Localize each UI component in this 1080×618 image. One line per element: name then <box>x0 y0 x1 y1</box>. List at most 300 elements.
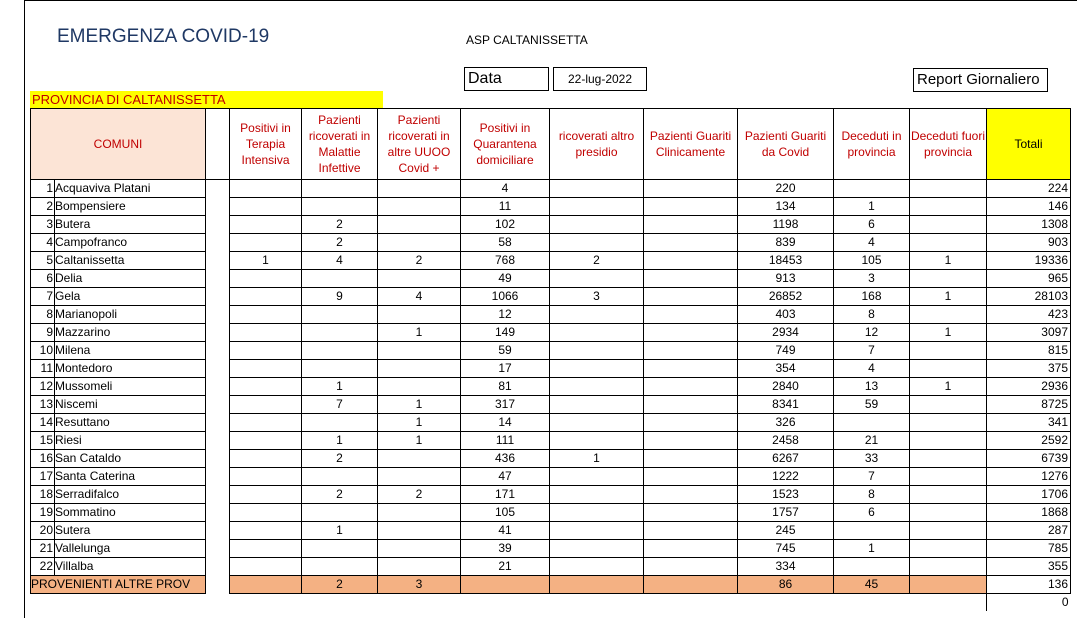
gap-cell <box>206 270 230 288</box>
grand-total: 0 <box>987 594 1071 612</box>
cell-fuori <box>910 522 987 540</box>
cell-uuoo: 2 <box>378 252 461 270</box>
cell-terapia <box>230 180 302 198</box>
table-row <box>31 486 1071 504</box>
blank-cell <box>31 594 987 612</box>
cell-uuoo <box>378 360 461 378</box>
cell-presidio <box>550 558 644 576</box>
cell-terapia <box>230 576 302 594</box>
cell-guariti: 245 <box>738 522 834 540</box>
cell-deceduti <box>834 522 910 540</box>
cell-guariti: 2934 <box>738 324 834 342</box>
cell-presidio: 1 <box>550 450 644 468</box>
cell-clinicamente <box>644 378 738 396</box>
row-number: 12 <box>31 378 55 396</box>
cell-presidio <box>550 270 644 288</box>
row-number: 16 <box>31 450 55 468</box>
gap-cell <box>206 252 230 270</box>
cell-guariti: 326 <box>738 414 834 432</box>
cell-uuoo: 1 <box>378 414 461 432</box>
cell-terapia: 1 <box>230 252 302 270</box>
table-row <box>31 180 1071 198</box>
table-row <box>31 540 1071 558</box>
cell-quarantena: 171 <box>461 486 550 504</box>
cell-clinicamente <box>644 180 738 198</box>
cell-clinicamente <box>644 306 738 324</box>
gap-cell <box>206 396 230 414</box>
comune-name: Mussomeli <box>55 378 206 396</box>
comune-name: Riesi <box>55 432 206 450</box>
cell-deceduti: 33 <box>834 450 910 468</box>
cell-presidio <box>550 432 644 450</box>
cell-uuoo <box>378 342 461 360</box>
comune-name: Marianopoli <box>55 306 206 324</box>
cell-totali: 1308 <box>987 216 1071 234</box>
page-title: EMERGENZA COVID-19 <box>57 26 270 47</box>
cell-guariti: 6267 <box>738 450 834 468</box>
cell-uuoo: 1 <box>378 432 461 450</box>
cell-malattie: 2 <box>302 216 378 234</box>
cell-deceduti: 45 <box>834 576 910 594</box>
cell-guariti: 1757 <box>738 504 834 522</box>
cell-presidio <box>550 414 644 432</box>
cell-clinicamente <box>644 198 738 216</box>
table-row <box>31 198 1071 216</box>
cell-totali: 8725 <box>987 396 1071 414</box>
comune-name: Milena <box>55 342 206 360</box>
table-row <box>31 450 1071 468</box>
row-number: 21 <box>31 540 55 558</box>
gap-cell <box>206 324 230 342</box>
cell-uuoo <box>378 306 461 324</box>
cell-clinicamente <box>644 522 738 540</box>
cell-guariti: 26852 <box>738 288 834 306</box>
cell-presidio <box>550 378 644 396</box>
table-row <box>31 360 1071 378</box>
cell-uuoo <box>378 450 461 468</box>
cell-deceduti: 105 <box>834 252 910 270</box>
cell-totali: 965 <box>987 270 1071 288</box>
gap-cell <box>206 450 230 468</box>
table-row <box>31 324 1071 342</box>
provenienti-label: PROVENIENTI ALTRE PROV <box>31 576 206 594</box>
cell-presidio <box>550 306 644 324</box>
comune-name: San Cataldo <box>55 450 206 468</box>
gap-cell <box>206 414 230 432</box>
cell-presidio <box>550 198 644 216</box>
cell-deceduti: 12 <box>834 324 910 342</box>
table-row <box>31 234 1071 252</box>
cell-malattie <box>302 198 378 216</box>
cell-terapia <box>230 198 302 216</box>
cell-quarantena: 149 <box>461 324 550 342</box>
cell-malattie <box>302 180 378 198</box>
cell-fuori: 1 <box>910 324 987 342</box>
table-row <box>31 522 1071 540</box>
cell-uuoo <box>378 504 461 522</box>
cell-clinicamente <box>644 270 738 288</box>
cell-uuoo: 4 <box>378 288 461 306</box>
comune-name: Butera <box>55 216 206 234</box>
cell-guariti: 334 <box>738 558 834 576</box>
col-presidio: ricoverati altro presidio <box>550 109 644 180</box>
cell-uuoo <box>378 468 461 486</box>
cell-guariti: 1523 <box>738 486 834 504</box>
gap-cell <box>206 234 230 252</box>
row-number: 20 <box>31 522 55 540</box>
cell-quarantena: 49 <box>461 270 550 288</box>
row-number: 9 <box>31 324 55 342</box>
cell-quarantena: 1066 <box>461 288 550 306</box>
cell-fuori: 1 <box>910 378 987 396</box>
col-gap <box>206 109 230 180</box>
table-row <box>31 432 1071 450</box>
cell-uuoo <box>378 234 461 252</box>
cell-clinicamente <box>644 540 738 558</box>
cell-clinicamente <box>644 252 738 270</box>
cell-malattie <box>302 270 378 288</box>
comune-name: Sommatino <box>55 504 206 522</box>
cell-totali: 2592 <box>987 432 1071 450</box>
cell-terapia <box>230 396 302 414</box>
cell-quarantena: 11 <box>461 198 550 216</box>
cell-fuori <box>910 450 987 468</box>
cell-deceduti: 168 <box>834 288 910 306</box>
cell-deceduti: 3 <box>834 270 910 288</box>
cell-deceduti: 1 <box>834 540 910 558</box>
comune-name: Villalba <box>55 558 206 576</box>
cell-fuori <box>910 216 987 234</box>
cell-malattie <box>302 306 378 324</box>
cell-clinicamente <box>644 360 738 378</box>
col-uuoo: Pazienti ricoverati in altre UUOO Covid + <box>378 109 461 180</box>
comune-name: Resuttano <box>55 414 206 432</box>
table-row <box>31 288 1071 306</box>
cell-guariti: 18453 <box>738 252 834 270</box>
gap-cell <box>206 486 230 504</box>
gap-cell <box>206 576 230 594</box>
table-row <box>31 306 1071 324</box>
cell-fuori <box>910 234 987 252</box>
cell-terapia <box>230 216 302 234</box>
comune-name: Gela <box>55 288 206 306</box>
comune-name: Serradifalco <box>55 486 206 504</box>
cell-guariti: 839 <box>738 234 834 252</box>
row-number: 11 <box>31 360 55 378</box>
cell-totali: 224 <box>987 180 1071 198</box>
cell-deceduti: 4 <box>834 360 910 378</box>
col-clinicamente: Pazienti Guariti Clinicamente <box>644 109 738 180</box>
cell-totali: 1706 <box>987 486 1071 504</box>
cell-terapia <box>230 234 302 252</box>
cell-guariti: 134 <box>738 198 834 216</box>
cell-malattie: 4 <box>302 252 378 270</box>
cell-deceduti: 6 <box>834 216 910 234</box>
gap-cell <box>206 198 230 216</box>
row-number: 4 <box>31 234 55 252</box>
table-row <box>31 378 1071 396</box>
cell-terapia <box>230 378 302 396</box>
cell-uuoo: 2 <box>378 486 461 504</box>
cell-presidio <box>550 234 644 252</box>
row-number: 7 <box>31 288 55 306</box>
gap-cell <box>206 288 230 306</box>
cell-malattie: 1 <box>302 522 378 540</box>
cell-totali: 341 <box>987 414 1071 432</box>
gap-cell <box>206 378 230 396</box>
cell-fuori <box>910 414 987 432</box>
cell-quarantena: 105 <box>461 504 550 522</box>
cell-uuoo: 1 <box>378 324 461 342</box>
gap-cell <box>206 468 230 486</box>
cell-deceduti: 1 <box>834 198 910 216</box>
cell-guariti: 2840 <box>738 378 834 396</box>
cell-terapia <box>230 540 302 558</box>
cell-malattie: 7 <box>302 396 378 414</box>
table-row <box>31 252 1071 270</box>
cell-clinicamente <box>644 576 738 594</box>
cell-guariti: 2458 <box>738 432 834 450</box>
cell-terapia <box>230 306 302 324</box>
cell-fuori <box>910 396 987 414</box>
cell-quarantena: 317 <box>461 396 550 414</box>
cell-guariti: 8341 <box>738 396 834 414</box>
cell-uuoo <box>378 198 461 216</box>
cell-deceduti: 6 <box>834 504 910 522</box>
cell-guariti: 220 <box>738 180 834 198</box>
cell-uuoo <box>378 378 461 396</box>
cell-presidio <box>550 504 644 522</box>
cell-malattie <box>302 468 378 486</box>
row-number: 8 <box>31 306 55 324</box>
cell-quarantena: 81 <box>461 378 550 396</box>
cell-clinicamente <box>644 468 738 486</box>
covid-table <box>30 108 1071 611</box>
cell-totali: 903 <box>987 234 1071 252</box>
cell-totali: 136 <box>987 576 1071 594</box>
cell-uuoo <box>378 522 461 540</box>
row-number: 10 <box>31 342 55 360</box>
cell-totali: 6739 <box>987 450 1071 468</box>
row-number: 14 <box>31 414 55 432</box>
cell-deceduti <box>834 558 910 576</box>
table-row <box>31 468 1071 486</box>
cell-fuori: 1 <box>910 252 987 270</box>
cell-deceduti: 7 <box>834 342 910 360</box>
cell-guariti: 1222 <box>738 468 834 486</box>
cell-malattie <box>302 324 378 342</box>
cell-malattie <box>302 504 378 522</box>
comune-name: Sutera <box>55 522 206 540</box>
comune-name: Santa Caterina <box>55 468 206 486</box>
cell-quarantena: 436 <box>461 450 550 468</box>
cell-deceduti: 7 <box>834 468 910 486</box>
cell-terapia <box>230 360 302 378</box>
cell-clinicamente <box>644 486 738 504</box>
cell-malattie <box>302 558 378 576</box>
cell-fuori <box>910 468 987 486</box>
cell-malattie: 1 <box>302 432 378 450</box>
comune-name: Mazzarino <box>55 324 206 342</box>
comune-name: Montedoro <box>55 360 206 378</box>
row-number: 5 <box>31 252 55 270</box>
cell-presidio <box>550 576 644 594</box>
cell-terapia <box>230 558 302 576</box>
cell-malattie: 2 <box>302 486 378 504</box>
cell-presidio <box>550 180 644 198</box>
row-number: 3 <box>31 216 55 234</box>
cell-presidio <box>550 342 644 360</box>
cell-malattie <box>302 342 378 360</box>
cell-totali: 375 <box>987 360 1071 378</box>
gap-cell <box>206 558 230 576</box>
cell-deceduti: 8 <box>834 306 910 324</box>
cell-presidio <box>550 360 644 378</box>
data-label: Data <box>464 67 549 91</box>
cell-terapia <box>230 468 302 486</box>
cell-totali: 355 <box>987 558 1071 576</box>
cell-quarantena: 47 <box>461 468 550 486</box>
cell-presidio <box>550 324 644 342</box>
col-totali: Totali <box>987 109 1071 180</box>
cell-deceduti: 8 <box>834 486 910 504</box>
cell-fuori <box>910 576 987 594</box>
cell-totali: 28103 <box>987 288 1071 306</box>
cell-terapia <box>230 522 302 540</box>
cell-totali: 2936 <box>987 378 1071 396</box>
cell-quarantena: 41 <box>461 522 550 540</box>
cell-guariti: 403 <box>738 306 834 324</box>
col-terapia: Positivi in Terapia Intensiva <box>230 109 302 180</box>
cell-fuori <box>910 180 987 198</box>
table-row <box>31 558 1071 576</box>
cell-uuoo <box>378 216 461 234</box>
cell-quarantena: 768 <box>461 252 550 270</box>
asp-label: ASP CALTANISSETTA <box>466 33 588 47</box>
cell-presidio: 2 <box>550 252 644 270</box>
cell-fuori <box>910 504 987 522</box>
row-number: 2 <box>31 198 55 216</box>
col-deceduti: Deceduti in provincia <box>834 109 910 180</box>
cell-totali: 785 <box>987 540 1071 558</box>
cell-quarantena: 59 <box>461 342 550 360</box>
cell-fuori <box>910 486 987 504</box>
row-number: 1 <box>31 180 55 198</box>
cell-deceduti: 21 <box>834 432 910 450</box>
cell-guariti: 1198 <box>738 216 834 234</box>
row-number: 18 <box>31 486 55 504</box>
cell-clinicamente <box>644 396 738 414</box>
cell-terapia <box>230 432 302 450</box>
cell-quarantena <box>461 576 550 594</box>
cell-guariti: 86 <box>738 576 834 594</box>
cell-terapia <box>230 450 302 468</box>
cell-malattie: 2 <box>302 450 378 468</box>
cell-malattie: 2 <box>302 576 378 594</box>
row-number: 13 <box>31 396 55 414</box>
cell-totali: 146 <box>987 198 1071 216</box>
col-guariti: Pazienti Guariti da Covid <box>738 109 834 180</box>
comune-name: Campofranco <box>55 234 206 252</box>
cell-fuori <box>910 342 987 360</box>
cell-clinicamente <box>644 450 738 468</box>
cell-quarantena: 4 <box>461 180 550 198</box>
cell-quarantena: 21 <box>461 558 550 576</box>
row-number: 6 <box>31 270 55 288</box>
row-number: 15 <box>31 432 55 450</box>
cell-guariti: 354 <box>738 360 834 378</box>
cell-fuori <box>910 306 987 324</box>
cell-malattie <box>302 360 378 378</box>
cell-fuori: 1 <box>910 288 987 306</box>
province-label: PROVINCIA DI CALTANISSETTA <box>30 91 383 109</box>
cell-uuoo: 3 <box>378 576 461 594</box>
cell-quarantena: 17 <box>461 360 550 378</box>
comune-name: Vallelunga <box>55 540 206 558</box>
cell-quarantena: 58 <box>461 234 550 252</box>
cell-clinicamente <box>644 558 738 576</box>
row-number: 19 <box>31 504 55 522</box>
cell-terapia <box>230 414 302 432</box>
col-quarantena: Positivi in Quarantena domiciliare <box>461 109 550 180</box>
comune-name: Caltanissetta <box>55 252 206 270</box>
cell-terapia <box>230 504 302 522</box>
table-row <box>31 216 1071 234</box>
table-row <box>31 414 1071 432</box>
table-row <box>31 396 1071 414</box>
cell-totali: 287 <box>987 522 1071 540</box>
header-row <box>31 109 1071 180</box>
cell-malattie: 2 <box>302 234 378 252</box>
cell-uuoo <box>378 540 461 558</box>
col-fuori: Deceduti fuori provincia <box>910 109 987 180</box>
cell-fuori <box>910 540 987 558</box>
report-label: Report Giornaliero <box>913 68 1048 92</box>
cell-deceduti: 4 <box>834 234 910 252</box>
cell-uuoo <box>378 180 461 198</box>
cell-quarantena: 12 <box>461 306 550 324</box>
table-row <box>31 342 1071 360</box>
cell-clinicamente <box>644 234 738 252</box>
cell-guariti: 745 <box>738 540 834 558</box>
gap-cell <box>206 522 230 540</box>
cell-totali: 19336 <box>987 252 1071 270</box>
gap-cell <box>206 180 230 198</box>
cell-fuori <box>910 360 987 378</box>
cell-fuori <box>910 558 987 576</box>
cell-presidio <box>550 486 644 504</box>
cell-deceduti: 59 <box>834 396 910 414</box>
comune-name: Acquaviva Platani <box>55 180 206 198</box>
cell-fuori <box>910 270 987 288</box>
gap-cell <box>206 504 230 522</box>
provenienti-row <box>31 576 1071 594</box>
cell-fuori <box>910 198 987 216</box>
cell-quarantena: 111 <box>461 432 550 450</box>
cell-presidio: 3 <box>550 288 644 306</box>
cell-presidio <box>550 216 644 234</box>
cell-terapia <box>230 342 302 360</box>
cell-deceduti <box>834 180 910 198</box>
cell-totali: 423 <box>987 306 1071 324</box>
cell-fuori <box>910 432 987 450</box>
cell-clinicamente <box>644 324 738 342</box>
cell-quarantena: 14 <box>461 414 550 432</box>
cell-totali: 1276 <box>987 468 1071 486</box>
cell-clinicamente <box>644 432 738 450</box>
date-value: 22-lug-2022 <box>553 67 647 91</box>
comune-name: Bompensiere <box>55 198 206 216</box>
